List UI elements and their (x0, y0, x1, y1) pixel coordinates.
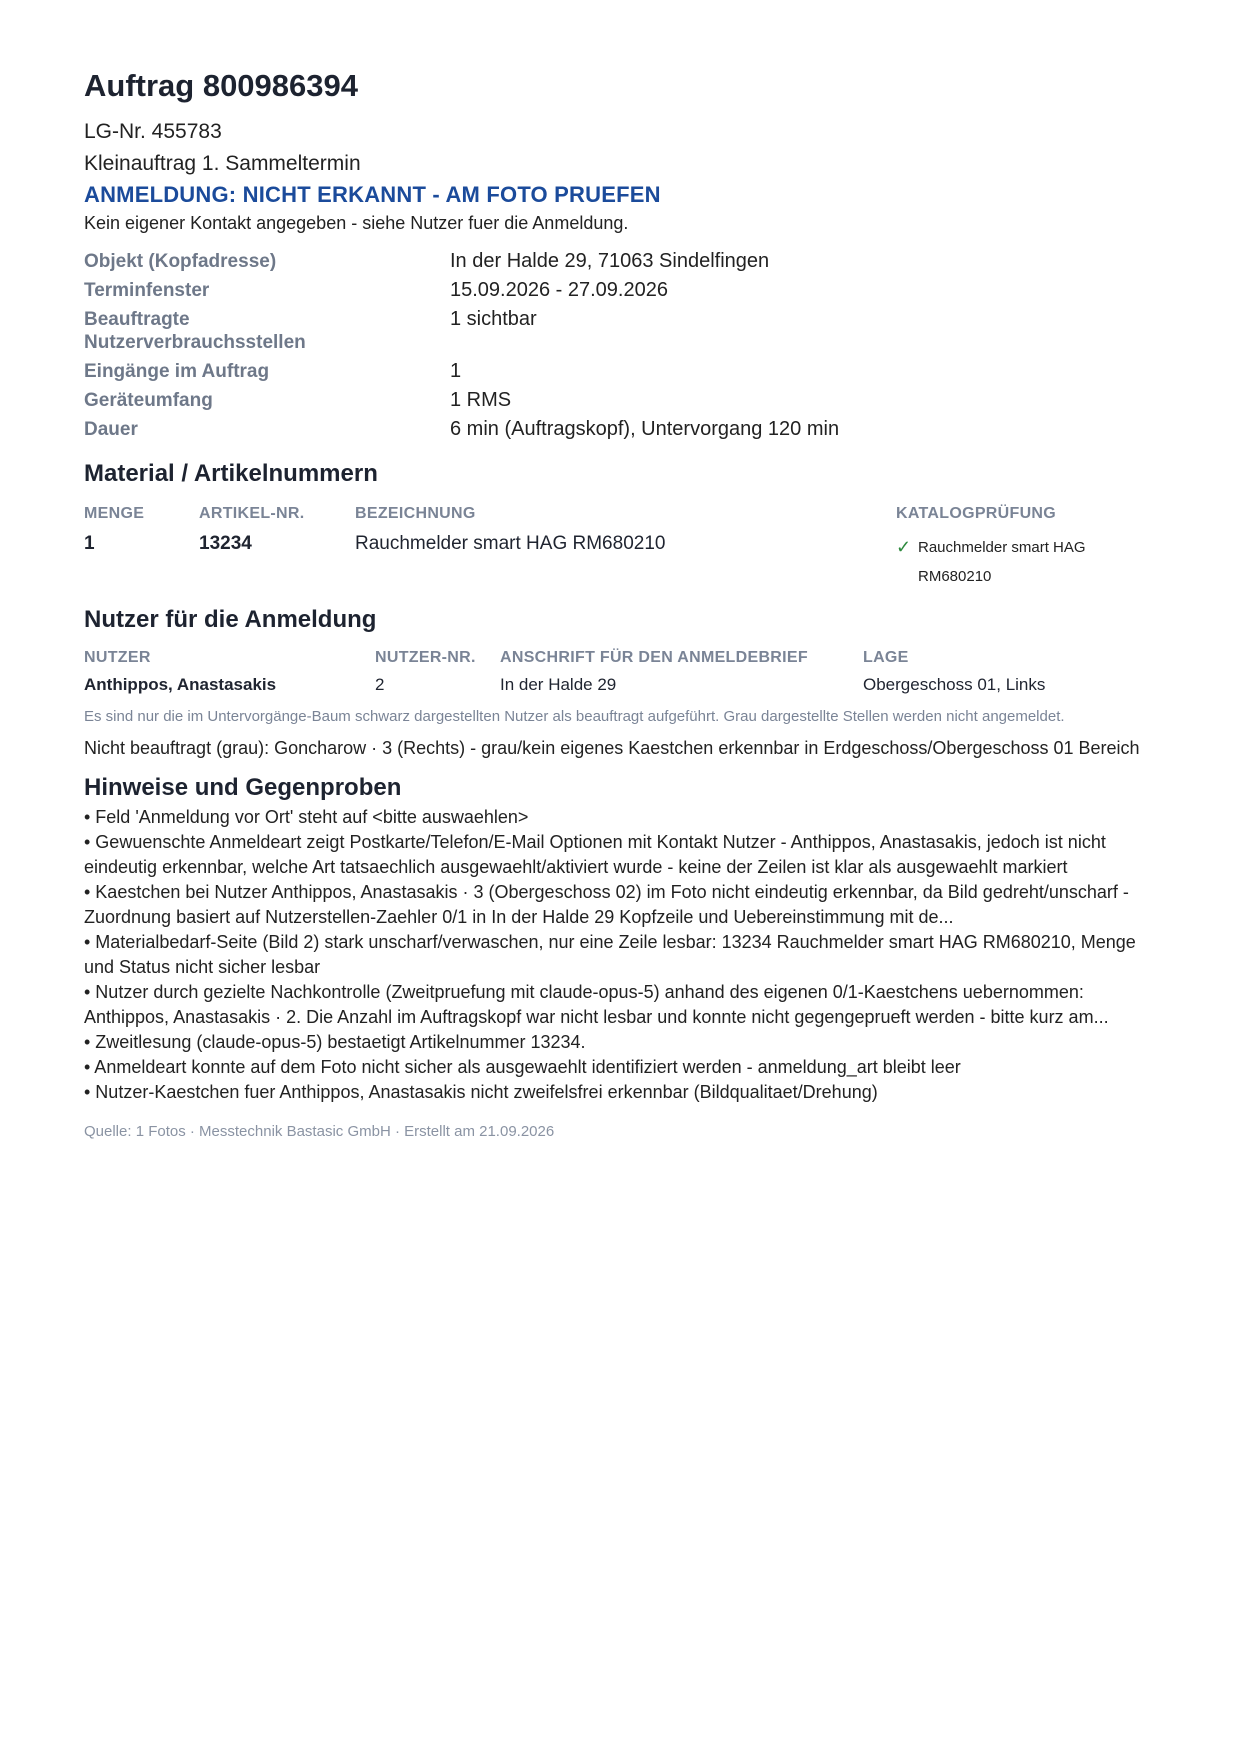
order-details (84, 250, 1157, 441)
registration-alert: ANMELDUNG: NICHT ERKANNT - AM FOTO PRUEFEN (84, 182, 661, 207)
detail-row (84, 279, 1157, 302)
material-header-row (84, 493, 1157, 523)
lg-number: LG-Nr. 455783 (84, 120, 222, 143)
detail-label: Terminfenster (84, 280, 210, 301)
nutzer-header-row (84, 637, 1157, 667)
nutzer-name-cell: Anthippos, Anastasakis (84, 675, 277, 694)
lage-cell: Obergeschoss 01, Links (863, 675, 1046, 694)
nutzer-disclaimer: Es sind nur die im Untervorgänge-Baum schwarz dargestellten Nutzer als beauftragt aufgeführt. Grau dargestellte Stellen werden nicht angemeldet. (84, 708, 1065, 725)
table-row (84, 523, 1157, 591)
page-title: Auftrag 800986394 (84, 68, 358, 103)
list-item: • Anmeldeart konnte auf dem Foto nicht sicher als ausgewaehlt identifiziert werden - anmeldung_art bleibt leer (84, 1057, 961, 1077)
list-item: • Nutzer durch gezielte Nachkontrolle (Zweitpruefung mit claude-opus-5) anhand des eigenen 0/1-Kaestchens uebernommen: Anthippos, Anastasakis · 2. Die Anzahl im Auftragskopf war nicht lesbar und konnte nicht gegengeprueft werden - bitte kurz am... (84, 982, 1109, 1027)
list-item: • Materialbedarf-Seite (Bild 2) stark unscharf/verwaschen, nur eine Zeile lesbar: 13234 Rauchmelder smart HAG RM680210, Menge und Status nicht sicher lesbar (84, 932, 1136, 977)
source-footer: Quelle: 1 Fotos · Messtechnik Bastasic GmbH · Erstellt am 21.09.2026 (84, 1123, 555, 1140)
column-header-lage: LAGE (863, 649, 909, 666)
katalog-cell (896, 523, 1157, 591)
artikel-cell: 13234 (199, 533, 252, 554)
detail-label: Geräteumfang (84, 390, 213, 411)
detail-row (84, 308, 1157, 354)
contact-note: Kein eigener Kontakt angegeben - siehe Nutzer fuer die Anmeldung. (84, 213, 629, 233)
list-item: • Zweitlesung (claude-opus-5) bestaetigt Artikelnummer 13234. (84, 1032, 586, 1052)
list-item: • Feld 'Anmeldung vor Ort' steht auf <bitte auswaehlen> (84, 807, 529, 827)
detail-row (84, 360, 1157, 383)
list-item: • Nutzer-Kaestchen fuer Anthippos, Anastasakis nicht zweifelsfrei erkennbar (Bildqualitaet/Drehung) (84, 1082, 878, 1102)
hinweise-heading: Hinweise und Gegenproben (84, 774, 402, 801)
anschrift-cell: In der Halde 29 (500, 675, 617, 694)
detail-value: In der Halde 29, 71063 Sindelfingen (450, 250, 770, 272)
not-assigned-note: Nicht beauftragt (grau): Goncharow · 3 (Rechts) - grau/kein eigenes Kaestchen erkennbar in Erdgeschoss/Obergeschoss 01 Bereich (84, 738, 1140, 758)
nutzer-nr-cell: 2 (375, 675, 385, 694)
detail-row (84, 250, 1157, 273)
check-icon: ✓ (896, 537, 912, 557)
detail-label: Eingänge im Auftrag (84, 361, 270, 382)
detail-value: 15.09.2026 - 27.09.2026 (450, 279, 668, 301)
menge-cell: 1 (84, 533, 95, 554)
hinweise-list (84, 805, 1157, 1105)
detail-row (84, 418, 1157, 441)
order-subtitle: Kleinauftrag 1. Sammeltermin (84, 152, 361, 175)
material-heading: Material / Artikelnummern (84, 460, 378, 487)
detail-value: 1 RMS (450, 389, 512, 411)
column-header-katalog: KATALOGPRÜFUNG (896, 505, 1057, 522)
detail-label: Objekt (Kopfadresse) (84, 251, 277, 272)
list-item: • Gewuenschte Anmeldeart zeigt Postkarte/Telefon/E-Mail Optionen mit Kontakt Nutzer - Anthippos, Anastasakis, jedoch ist nicht eindeutig erkennbar, welche Art tatsaechlich ausgewaehlt/aktiviert wurde - keine der Zeilen ist klar als ausgewaehlt markiert (84, 832, 1106, 877)
detail-row (84, 389, 1157, 412)
column-header-anschrift: ANSCHRIFT FÜR DEN ANMELDEBRIEF (500, 649, 808, 666)
nutzer-heading: Nutzer für die Anmeldung (84, 606, 377, 633)
table-row (84, 667, 1157, 695)
catalog-check (896, 533, 1157, 591)
catalog-text: Rauchmelder smart HAG RM680210 (918, 539, 1086, 585)
column-header-nutzer: NUTZER (84, 649, 151, 666)
column-header-menge: MENGE (84, 505, 145, 522)
column-header-bezeichnung: BEZEICHNUNG (355, 505, 476, 522)
list-item: • Kaestchen bei Nutzer Anthippos, Anastasakis · 3 (Obergeschoss 02) im Foto nicht eindeutig erkennbar, da Bild gedreht/unscharf - Zuordnung basiert auf Nutzerstellen-Zaehler 0/1 in In der Halde 29 Kopfzeile und Uebereinstimmung mit de... (84, 882, 1129, 927)
column-header-artikel: ARTIKEL-NR. (199, 505, 305, 522)
detail-value: 1 sichtbar (450, 308, 537, 330)
detail-label: Beauftragte Nutzerverbrauchsstellen (84, 309, 306, 353)
detail-label: Dauer (84, 419, 138, 440)
material-table (84, 493, 1157, 591)
bezeichnung-cell: Rauchmelder smart HAG RM680210 (355, 533, 666, 554)
detail-value: 1 (450, 360, 462, 382)
column-header-nutzer-nr: NUTZER-NR. (375, 649, 476, 666)
detail-value: 6 min (Auftragskopf), Untervorgang 120 min (450, 418, 840, 440)
nutzer-table (84, 637, 1157, 695)
